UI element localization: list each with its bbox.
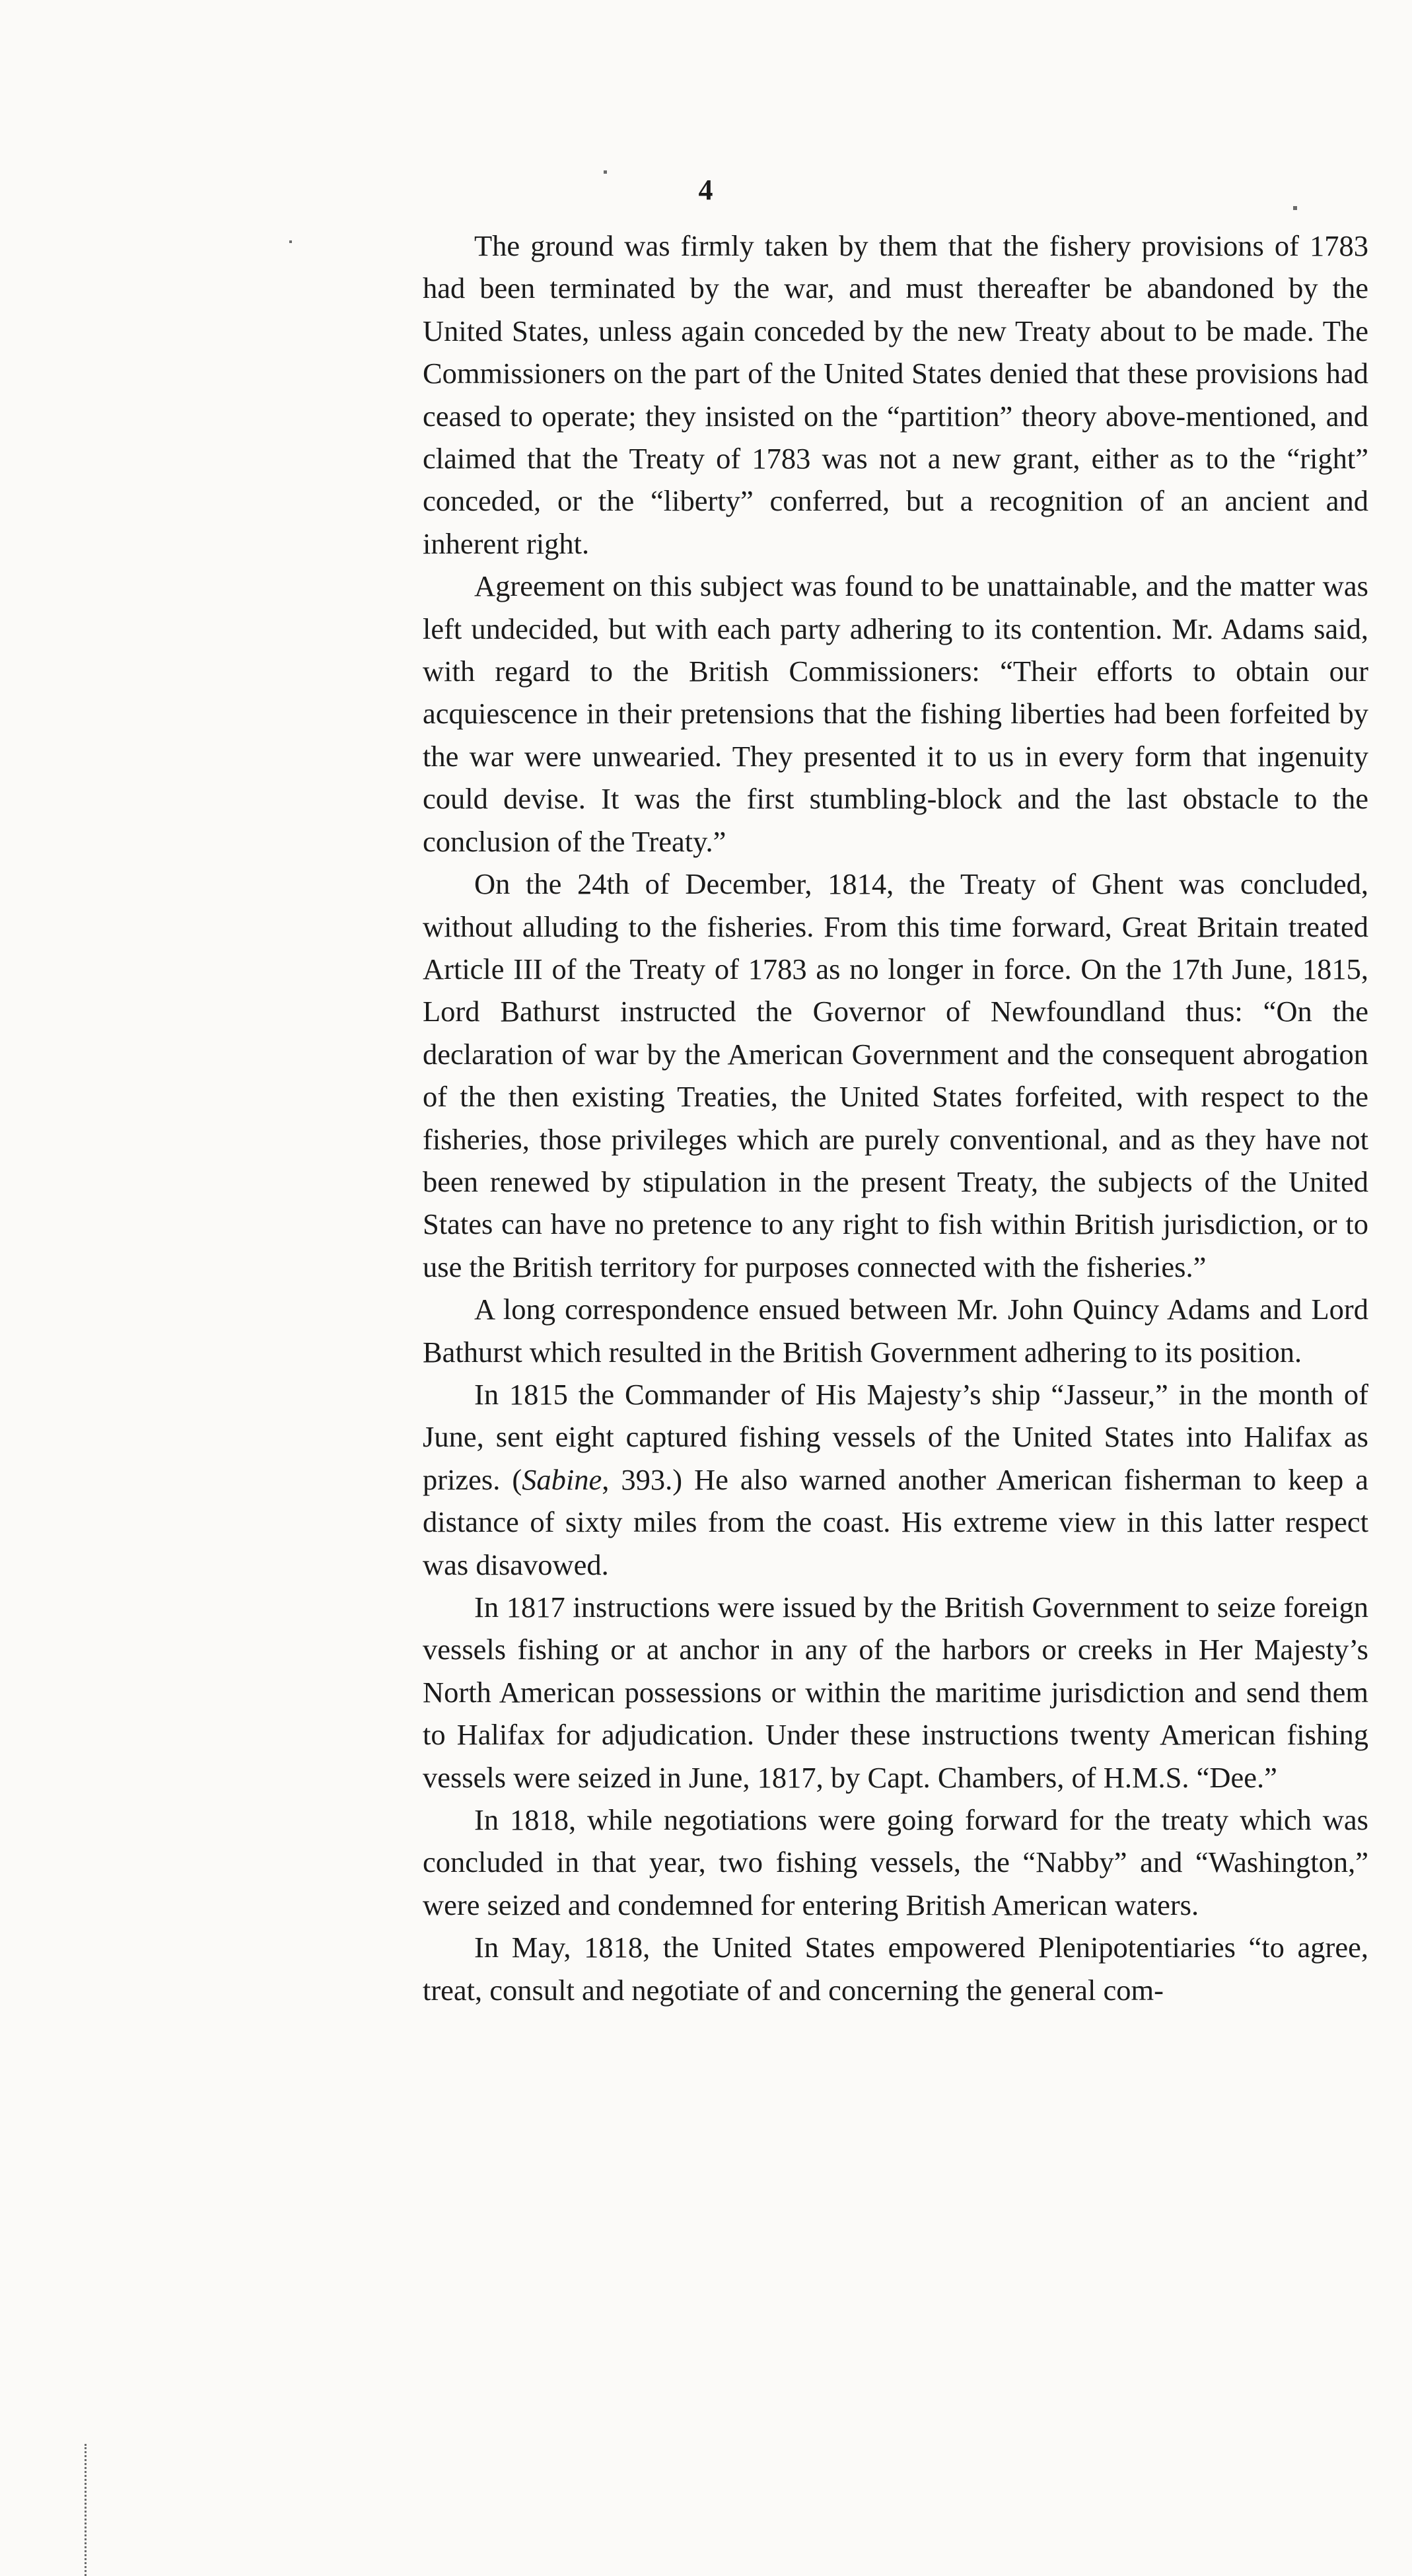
paragraph: On the 24th of December, 1814, the Treaty of Ghent was concluded, without alluding to the fisheries. From this time forward, Great Britain treated Article III of the Treaty of 1783 as no longer in force. On the 17th June, 1815, Lord Bathurst instructed the Governor of Newfoundland thus: “On the declaration of war by the American Government and the consequent abrogation of the then existing Treaties, the United States forfeited, with respect to the fisheries, those privileges which are purely conventional, and as they have not been renewed by stipulation in the present Treaty, the subjects of the United States can have no pretence to any right to fish within British jurisdiction, or to use the British territory for purposes connected with the fisheries.” [423, 867, 1368, 1283]
paragraph: Agreement on this subject was found to be unattainable, and the matter was left undecided, but with each party adhering to its contention. Mr. Adams said, with regard to the British Commissioners: “Their efforts to obtain our acquiescence in their pretensions that the fishing liberties had been forfeited by the war were unwearied. They presented it to us in every form that ingenuity could devise. It was the first stumbling-block and the last obstacle to the conclusion of the Treaty.” [423, 569, 1368, 858]
paragraph: The ground was firmly taken by them that the fishery provisions of 1783 had been terminated by the war, and must thereafter be abandoned by the United States, unless again conceded by the new Treaty about to be made. The Commissioners on the part of the United States denied that these provisions had ceased to operate; they insisted on the “partition” theory above-mentioned, and claimed that the Treaty of 1783 was not a new grant, either as to the “right” conceded, or the “liberty” conferred, but a recognition of an ancient and inherent right. [423, 229, 1368, 560]
paragraph: In 1817 instructions were issued by the British Government to seize foreign vessels fishing or at anchor in any of the harbors or creeks in Her Majesty’s North American possessions or within the maritime jurisdiction and send them to Halifax for adjudication. Under these instructions twenty American fishing vessels were seized in June, 1817, by Capt. Chambers, of H.M.S. “Dee.” [423, 1591, 1368, 1794]
paragraph: In May, 1818, the United States empowered Plenipotentiaries “to agree, treat, consult and negotiate of and concerning the general com- [423, 1931, 1368, 2007]
margin-dotted-mark [85, 2444, 92, 2576]
paragraph-text: , 393.) He also warned another American fisherman to keep a distance of sixty miles from the coast. His extreme view in this latter respect was disavowed. [423, 1462, 1368, 1581]
paragraph: In 1818, while negotiations were going forward for the treaty which was concluded in that year, two fishing vessels, the “Nabby” and “Washington,” were seized and condemned for entering British American waters. [423, 1803, 1368, 1921]
stray-dot [289, 240, 292, 243]
stray-dot [1293, 206, 1297, 210]
body-text [423, 225, 1368, 2011]
citation: Sabine [522, 1462, 602, 1496]
paragraph: A long correspondence ensued between Mr. John Quincy Adams and Lord Bathurst which resulted in the British Government adhering to its position. [423, 1293, 1368, 1369]
paragraph [423, 1373, 1368, 1586]
stray-dot [604, 170, 607, 174]
page-number: 4 [698, 174, 714, 206]
paragraph-text: In 1815 the Commander of His Majesty’s ship “Jasseur,” in the month of June, sent eight captured fishing vessels of the United States into Halifax as prizes. ( [423, 1377, 1368, 1496]
